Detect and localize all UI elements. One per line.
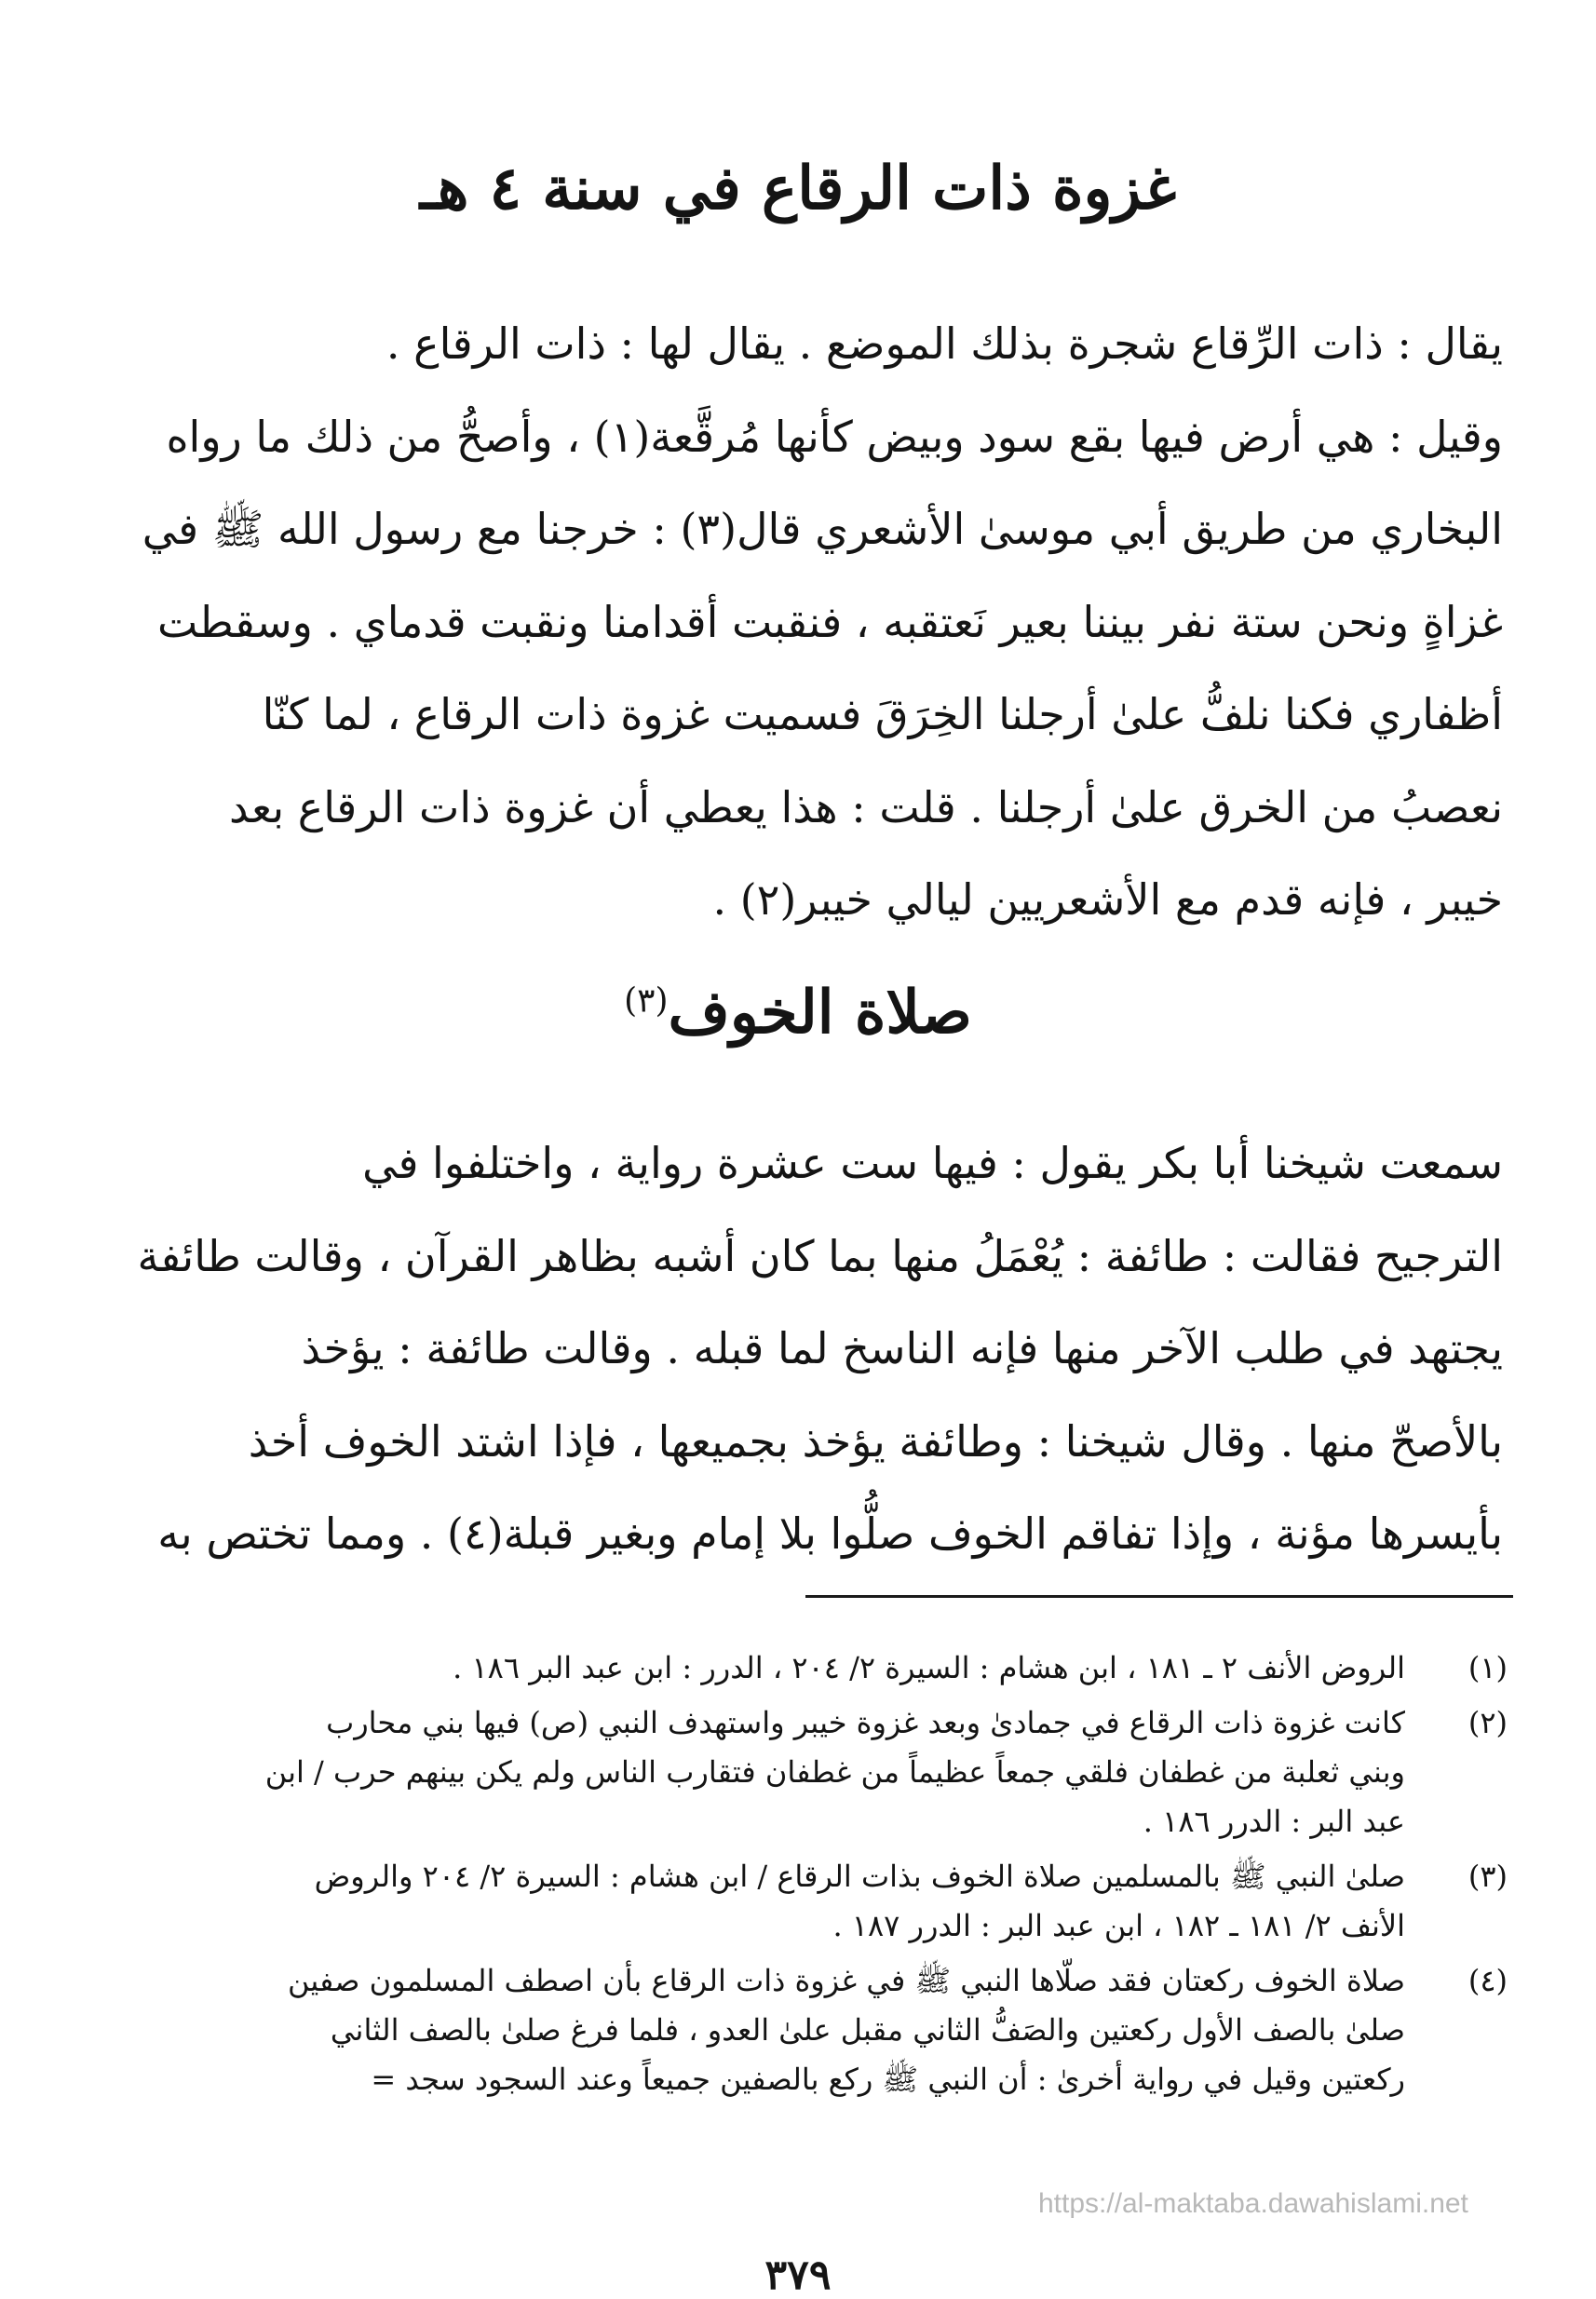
footnotes [93, 1643, 1508, 2110]
footnote-line: ركعتين وقيل في رواية أخرىٰ : أن النبي ﷺ ركع بالصفين جميعاً وعند السجود سجد = [371, 2062, 1405, 2097]
footnote-line: صلىٰ النبي ﷺ بالمسلمين صلاة الخوف بذات الرقاع / ابن هشام : السيرة ٢/ ٢٠٤ والروض [314, 1859, 1405, 1894]
footnote-separator [805, 1595, 1513, 1598]
heading-text: صلاة الخوف [668, 978, 972, 1048]
watermark: https://al-maktaba.dawahislami.net [1038, 2188, 1468, 2219]
text-line: الترجيح فقالت : طائفة : يُعْمَلُ منها بما كان أشبه بظاهر القرآن ، وقالت طائفة [137, 1230, 1503, 1281]
footnote-line: كانت غزوة ذات الرقاع في جمادىٰ وبعد غزوة خيبر واستهدف النبي (ص) فيها بني محارب [326, 1705, 1405, 1740]
paragraph-salat-al-khawf [98, 1117, 1503, 1581]
footnote-number: (١) [1468, 1650, 1508, 1685]
footnote-line: الروض الأنف ٢ ـ ١٨١ ، ابن هشام : السيرة ٢/ ٢٠٤ ، الدرر : ابن عبد البر ١٨٦ . [453, 1650, 1405, 1685]
text-line: سمعت شيخنا أبا بكر يقول : فيها ست عشرة رواية ، واختلفوا في [362, 1138, 1503, 1188]
text-line: خيبر ، فإنه قدم مع الأشعريين ليالي خيبر(٢) . [712, 874, 1503, 925]
footnote-3 [93, 1852, 1508, 1951]
text-line: غزاةٍ ونحن ستة نفر بيننا بعير نَعتقبه ، فنقبت أقدامنا ونقبت قدماي . وسقطت [156, 596, 1503, 647]
text-line: البخاري من طريق أبي موسىٰ الأشعري قال(٣) : خرجنا مع رسول الله ﷺ في [142, 504, 1503, 554]
text-line: أظفاري فكنا نلفُّ علىٰ أرجلنا الخِرَقَ فسميت غزوة ذات الرقاع ، لما كنّا [262, 689, 1503, 739]
footnote-line: الأنف ٢/ ١٨١ ـ ١٨٢ ، ابن عبد البر : الدرر ١٨٧ . [832, 1908, 1405, 1943]
footnote-number: (٢) [1468, 1705, 1508, 1740]
footnote-2 [93, 1698, 1508, 1846]
footnote-line: وبني ثعلبة من غطفان فلقي جمعاً عظيماً من غطفان فتقارب الناس ولم يكن بينهم حرب / ابن [264, 1754, 1405, 1790]
text-line: وقيل : هي أرض فيها بقع سود وبيض كأنها مُرقَّعة(١) ، وأصحُّ من ذلك ما رواه [166, 411, 1503, 462]
page-number: ٣٧٩ [764, 2252, 832, 2299]
text-line: بأيسرها مؤنة ، وإذا تفاقم الخوف صلُّوا بلا إمام وبغير قبلة(٤) . ومما تختص به [157, 1508, 1503, 1559]
footnote-line: عبد البر : الدرر ١٨٦ . [1143, 1804, 1405, 1839]
footnote-4 [93, 1956, 1508, 2104]
text-line: يجتهد في طلب الآخر منها فإنه الناسخ لما قبله . وقالت طائفة : يؤخذ [301, 1323, 1503, 1373]
section-heading-salat-al-khawf [0, 978, 1596, 1048]
footnote-number: (٣) [1468, 1859, 1508, 1894]
footnote-marker: (٣) [624, 981, 669, 1021]
footnote-line: صلىٰ بالصف الأول ركعتين والصَفُّ الثاني مقبل علىٰ العدو ، فلما فرغ صلىٰ بالصف الثاني [330, 2012, 1405, 2048]
text-line: بالأصحّ منها . وقال شيخنا : وطائفة يؤخذ بجميعها ، فإذا اشتد الخوف أخذ [248, 1415, 1503, 1467]
text-line: يقال : ذات الرِّقاع شجرة بذلك الموضع . يقال لها : ذات الرقاع . [385, 318, 1503, 369]
footnote-line: صلاة الخوف ركعتان فقد صلّاها النبي ﷺ في غزوة ذات الرقاع بأن اصطف المسلمون صفين [288, 1963, 1405, 1998]
footnote-1 [93, 1643, 1508, 1693]
paragraph-dhat-al-riqa [98, 298, 1503, 947]
section-heading-dhat-al-riqa: غزوة ذات الرقاع في سنة ٤ هـ [419, 154, 1177, 223]
footnote-number: (٤) [1468, 1963, 1508, 1998]
text-line: نعصبُ من الخرق علىٰ أرجلنا . قلت : هذا يعطي أن غزوة ذات الرقاع بعد [229, 781, 1503, 832]
